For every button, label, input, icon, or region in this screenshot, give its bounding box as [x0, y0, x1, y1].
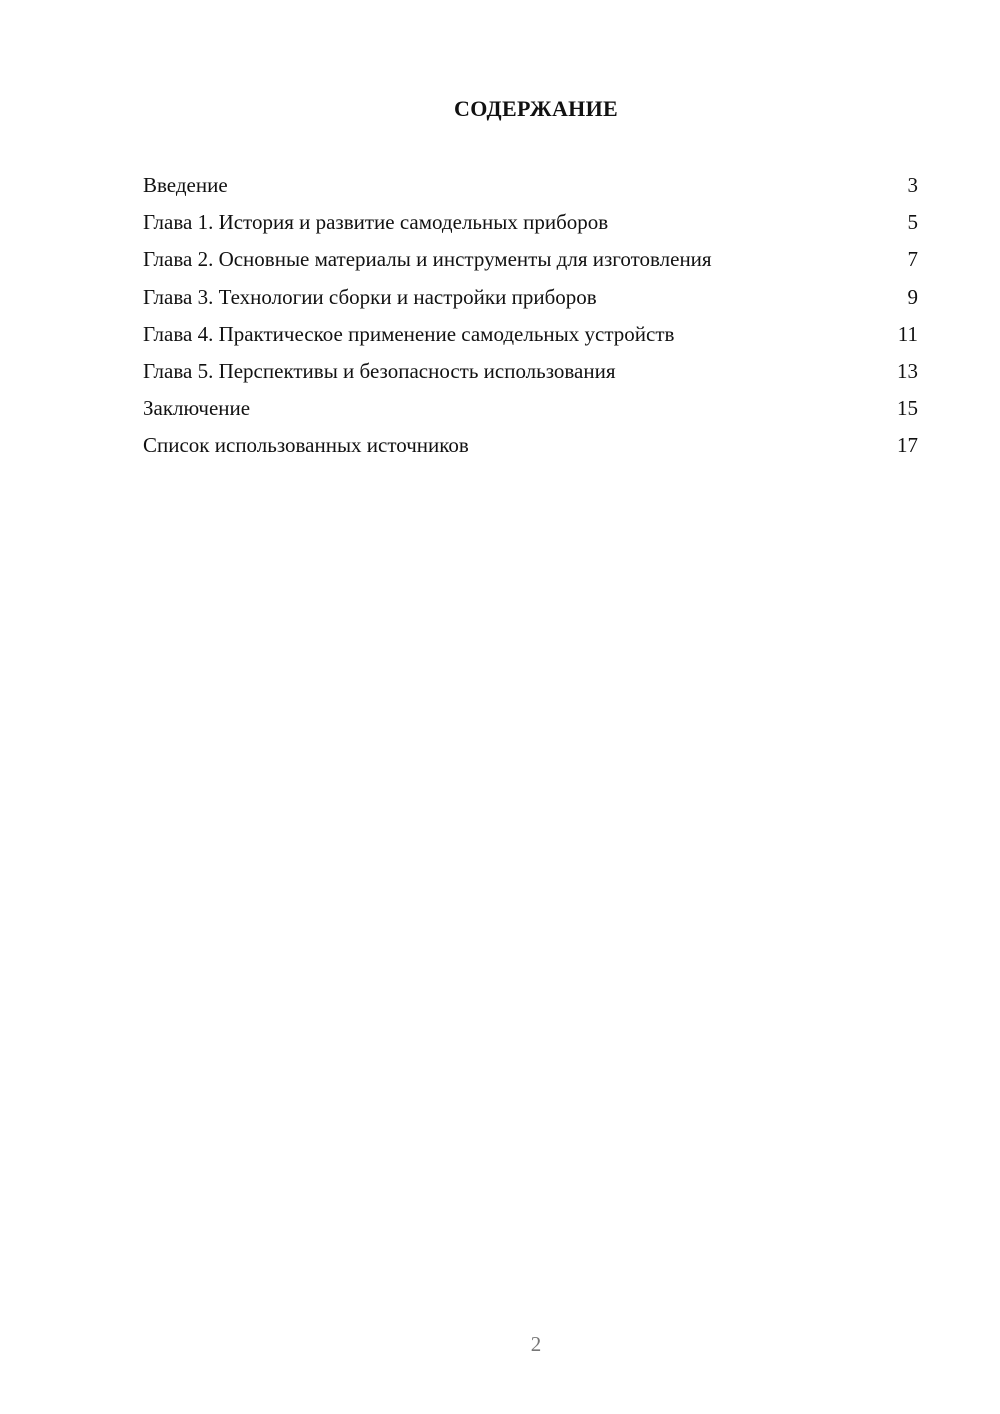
- toc-entry-label: Глава 1. История и развитие самодельных приборов: [143, 210, 609, 235]
- toc-entry-label: Список использованных источников: [143, 433, 469, 458]
- toc-entry-label: Глава 4. Практическое применение самодельных устройств: [143, 321, 675, 346]
- toc-entry-label: Глава 5. Перспективы и безопасность использования: [143, 358, 616, 383]
- toc-entry-references: [143, 428, 918, 465]
- toc-entry-page: 7: [907, 247, 918, 272]
- toc-entry-page: 5: [907, 210, 918, 235]
- toc-entry-chapter-4: [143, 317, 918, 354]
- toc-entry-chapter-5: [143, 354, 918, 391]
- toc-entry-conclusion: [143, 391, 918, 428]
- toc-entry-label: Глава 2. Основные материалы и инструменты для изготовления: [143, 247, 712, 272]
- toc-entry-page: 13: [897, 358, 918, 383]
- toc-heading: СОДЕРЖАНИЕ: [454, 96, 618, 121]
- page-number: 2: [530, 1332, 542, 1356]
- toc-entry-page: 9: [907, 284, 918, 309]
- toc-entry-introduction: [143, 168, 918, 205]
- toc-entry-chapter-2: [143, 242, 918, 279]
- toc-entry-label: Введение: [143, 173, 228, 197]
- table-of-contents: [143, 168, 918, 466]
- toc-entry-page: 11: [897, 321, 918, 346]
- toc-entry-label: Заключение: [143, 396, 251, 421]
- toc-entry-label: Глава 3. Технологии сборки и настройки приборов: [143, 284, 597, 309]
- toc-entry-chapter-3: [143, 280, 918, 317]
- toc-entry-page: 15: [897, 396, 918, 421]
- toc-entry-page: 3: [907, 173, 918, 197]
- toc-entry-page: 17: [897, 433, 918, 458]
- toc-entry-chapter-1: [143, 205, 918, 242]
